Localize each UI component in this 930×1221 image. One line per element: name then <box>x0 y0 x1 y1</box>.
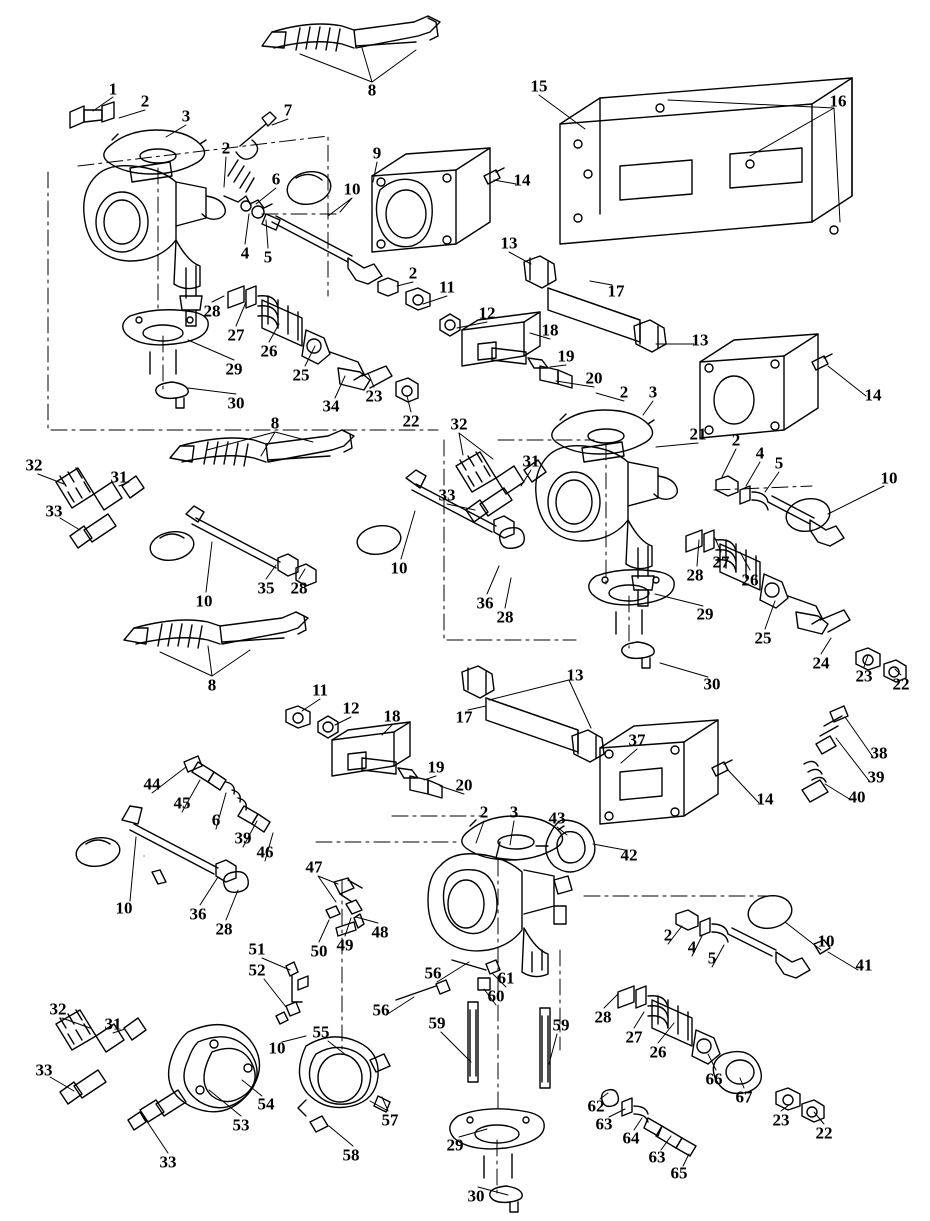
callout-number: 27 <box>227 325 245 345</box>
callout-number: 13 <box>691 330 709 350</box>
float-bowl-middle-right <box>589 570 674 668</box>
callout-number: 48 <box>371 922 389 942</box>
callout-number: 59 <box>428 1013 446 1033</box>
callout-number: 29 <box>696 604 714 624</box>
callout-number: 23 <box>365 386 383 406</box>
callout-number: 58 <box>342 1145 360 1165</box>
intake-boot-top <box>262 16 440 51</box>
callout-number: 2 <box>408 263 418 283</box>
callout-number: 11 <box>311 680 329 700</box>
callout-number: 59 <box>552 1015 570 1035</box>
callout-number: 37 <box>628 730 646 750</box>
callout-number: 4 <box>240 243 250 263</box>
callout-number: 10 <box>817 931 835 951</box>
callout-number: 63 <box>595 1114 613 1134</box>
callout-number: 28 <box>496 607 514 627</box>
callout-number: 32 <box>450 414 468 434</box>
callout-number: 17 <box>455 707 473 727</box>
callout-number: 6 <box>211 810 221 830</box>
callout-number: 8 <box>367 80 377 100</box>
callout-number: 23 <box>855 666 873 686</box>
callout-number: 22 <box>892 674 910 694</box>
callout-number: 13 <box>566 665 584 685</box>
callout-number: 66 <box>705 1069 723 1089</box>
idle-rod-lower-right <box>676 892 830 978</box>
throttle-rods-middle-left <box>148 470 524 586</box>
callout-number: 44 <box>143 774 161 794</box>
throttle-rod-lower-left <box>74 806 248 892</box>
callout-number: 45 <box>173 793 191 813</box>
callout-number: 62 <box>587 1096 605 1116</box>
callout-number: 36 <box>476 593 494 613</box>
callout-number: 26 <box>649 1042 667 1062</box>
callout-number: 47 <box>305 857 323 877</box>
callout-number: 4 <box>687 937 697 957</box>
callout-number: 65 <box>670 1163 688 1183</box>
callout-number: 28 <box>290 578 308 598</box>
callout-number: 4 <box>755 443 765 463</box>
callout-number: 5 <box>707 948 717 968</box>
callout-number: 31 <box>104 1014 122 1034</box>
callout-number: 28 <box>686 565 704 585</box>
bolt-assembly-left-32 <box>56 468 144 548</box>
callout-number: 7 <box>283 100 293 120</box>
callout-number: 5 <box>774 453 784 473</box>
manifold-plate-15 <box>560 78 852 244</box>
callout-number: 31 <box>522 451 540 471</box>
callout-number: 14 <box>756 789 774 809</box>
callout-number: 34 <box>322 396 340 416</box>
callout-number: 25 <box>292 365 310 385</box>
callout-number: 25 <box>754 628 772 648</box>
callout-number: 28 <box>594 1007 612 1027</box>
callout-number: 20 <box>585 368 603 388</box>
callout-number: 12 <box>478 303 496 323</box>
callout-number: 16 <box>829 91 847 111</box>
callout-number: 20 <box>455 775 473 795</box>
fasteners-middle <box>378 278 460 402</box>
callout-number: 27 <box>625 1027 643 1047</box>
spring-stack-upper-left <box>225 286 392 390</box>
callout-number: 8 <box>207 675 217 695</box>
callout-number: 3 <box>181 106 191 126</box>
callout-number: 67 <box>735 1087 753 1107</box>
callout-number: 8 <box>270 413 280 433</box>
callout-number: 39 <box>234 828 252 848</box>
callout-number: 10 <box>390 558 408 578</box>
callout-number: 10 <box>268 1038 286 1058</box>
callout-number: 3 <box>509 802 519 822</box>
callout-number: 14 <box>513 170 531 190</box>
callout-number: 29 <box>225 359 243 379</box>
callout-number: 36 <box>189 904 207 924</box>
carburetor-body-top-left <box>84 112 280 326</box>
bolt-1 <box>70 102 114 128</box>
callout-number: 13 <box>500 233 518 253</box>
callout-number: 64 <box>622 1128 640 1148</box>
mount-plate-9 <box>372 148 504 252</box>
callout-number: 6 <box>271 169 281 189</box>
callout-number: 21 <box>689 424 707 444</box>
callout-number: 33 <box>159 1152 177 1172</box>
callout-number: 2 <box>140 91 150 111</box>
callout-number: 10 <box>195 591 213 611</box>
callout-number: 31 <box>110 467 128 487</box>
callout-number: 5 <box>263 247 273 267</box>
callout-number: 26 <box>741 570 759 590</box>
callout-number: 27 <box>712 552 730 572</box>
callout-number: 35 <box>257 578 275 598</box>
callout-number: 55 <box>312 1022 330 1042</box>
callout-number: 10 <box>880 468 898 488</box>
callout-number: 52 <box>248 960 266 980</box>
callout-number: 9 <box>372 143 382 163</box>
callout-number: 56 <box>372 1000 390 1020</box>
callout-number: 28 <box>203 301 221 321</box>
callout-number: 30 <box>467 1186 485 1206</box>
callout-number: 33 <box>45 501 63 521</box>
callout-number: 33 <box>35 1060 53 1080</box>
callout-number: 53 <box>232 1115 250 1135</box>
callout-number: 11 <box>438 277 456 297</box>
callout-number: 61 <box>497 968 515 988</box>
callout-number: 2 <box>663 925 673 945</box>
callout-number: 42 <box>620 845 638 865</box>
callout-number: 46 <box>256 842 274 862</box>
idle-block-lower-18 <box>332 722 442 798</box>
callout-number: 56 <box>424 963 442 983</box>
callout-number: 49 <box>336 935 354 955</box>
callout-number: 14 <box>864 385 882 405</box>
callout-number: 23 <box>772 1110 790 1130</box>
cover-plate-53 <box>128 1025 260 1130</box>
idle-rod-top-left <box>272 168 382 284</box>
callout-number: 60 <box>487 986 505 1006</box>
callout-number: 19 <box>427 757 445 777</box>
callout-number: 2 <box>479 802 489 822</box>
callout-number: 15 <box>530 76 548 96</box>
callout-number: 41 <box>855 955 873 975</box>
callout-number: 2 <box>619 382 629 402</box>
idle-rod-middle-right <box>716 476 844 546</box>
callout-number: 18 <box>541 320 559 340</box>
callout-number: 10 <box>115 898 133 918</box>
screw-38 <box>802 706 848 802</box>
callout-number: 22 <box>402 411 420 431</box>
mount-plate-middle-right <box>700 334 832 438</box>
callout-number: 24 <box>812 653 830 673</box>
callout-number: 33 <box>438 485 456 505</box>
callout-number: 12 <box>342 698 360 718</box>
callout-number: 29 <box>446 1135 464 1155</box>
callout-number: 19 <box>557 346 575 366</box>
cover-plate-55 <box>298 1037 390 1132</box>
callout-number: 2 <box>731 430 741 450</box>
callout-number: 26 <box>260 341 278 361</box>
bolt-assembly-bottom-32 <box>56 1010 146 1104</box>
callout-number: 32 <box>49 999 67 1019</box>
callout-number: 57 <box>381 1110 399 1130</box>
callout-number: 38 <box>870 743 888 763</box>
callout-number: 2 <box>221 138 231 158</box>
callout-number: 50 <box>310 941 328 961</box>
callout-number: 51 <box>248 939 266 959</box>
fasteners-lower <box>286 706 338 738</box>
callout-number: 22 <box>815 1123 833 1143</box>
callout-number: 17 <box>607 281 625 301</box>
callout-number: 18 <box>383 706 401 726</box>
callout-number: 39 <box>867 767 885 787</box>
callout-number: 3 <box>648 382 658 402</box>
callout-number: 1 <box>108 79 118 99</box>
callout-number: 63 <box>648 1147 666 1167</box>
callout-number: 10 <box>343 179 361 199</box>
callout-number: 30 <box>227 393 245 413</box>
mount-plate-37 <box>600 720 732 824</box>
intake-boot-lower <box>124 612 308 648</box>
callout-number: 32 <box>25 455 43 475</box>
callout-number: 30 <box>703 674 721 694</box>
callout-number: 54 <box>257 1094 275 1114</box>
callout-number: 28 <box>215 919 233 939</box>
callout-number: 43 <box>548 808 566 828</box>
callout-number: 40 <box>848 787 866 807</box>
